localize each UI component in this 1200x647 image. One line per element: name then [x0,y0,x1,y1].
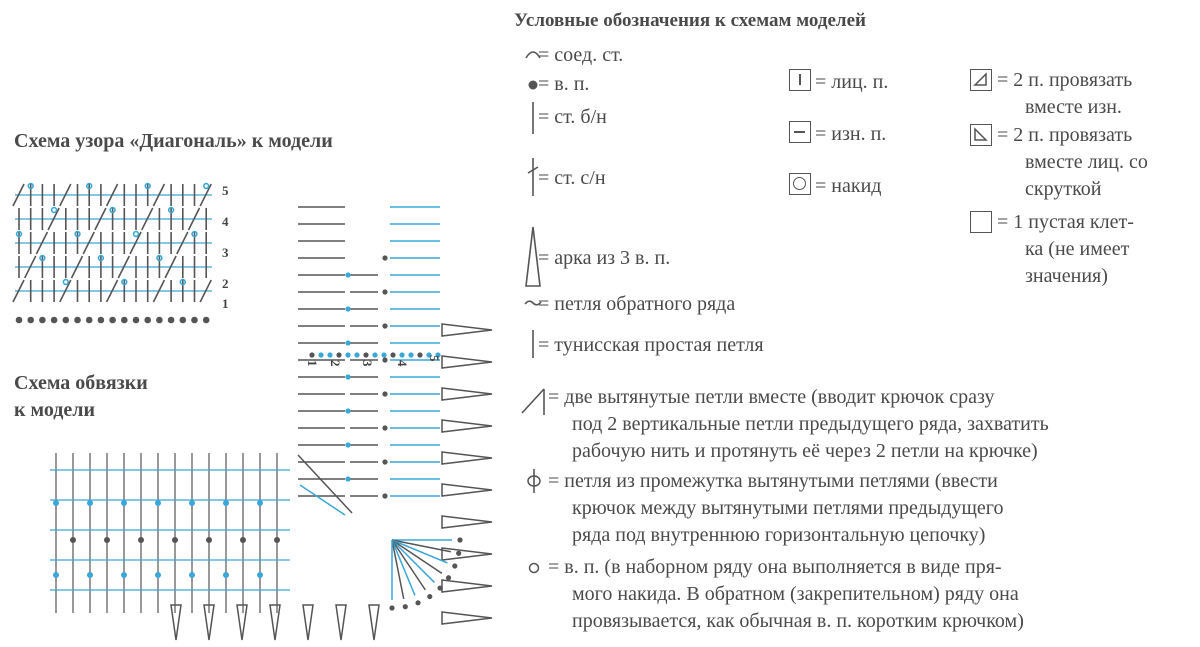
edging-dot [87,500,93,506]
edging-dot [309,352,314,357]
edging-dot [382,391,387,396]
edging-dot [363,352,368,357]
edging-dot [87,572,93,578]
legend-yarn-over: = накид [815,175,882,197]
k2tog-purl-icon [970,69,992,91]
edging-dot [189,500,195,506]
edging-dot [240,537,246,543]
k2tog-twist-icon [970,124,992,146]
edging-dot [381,352,386,357]
edging-dot [121,500,127,506]
edging-dot [257,500,263,506]
corner-diagonal [300,485,345,515]
double-crochet-icon [528,158,538,196]
yarn-over-icon [789,173,811,195]
legend-tunisian-simple: = тунисская простая петля [538,334,764,356]
legend-gap-loop: = петля из промежутка вытянутыми петлями (ввести крючок между вытянутыми петлями предыдущего ряда под внутреннюю горизонтальную цепочку) [548,470,1004,546]
legend-title: Условные обозначения к схемам моделей [514,10,866,31]
edging-dot [382,357,387,362]
arch-mark [442,484,492,496]
edging-dot [104,537,110,543]
edging-dot [345,306,350,311]
edging-dot [403,604,408,609]
arch-mark [442,452,492,464]
legend-arch: = арка из 3 в. п. [538,247,671,269]
arch-mark [442,516,492,528]
edging-dot [382,425,387,430]
legend-single-crochet: = ст. б/н [538,106,607,128]
edging-dot [457,537,462,542]
row-number-3: 3 [222,245,229,260]
edging-dot [382,289,387,294]
edging-dot [155,500,161,506]
edging-dot [382,323,387,328]
row-number-5: 5 [222,183,229,198]
edging-dot [408,352,413,357]
purl-stitch-icon [789,121,811,143]
edging-number-4: 4 [395,360,410,367]
legend-chain: = в. п. [538,73,590,95]
edging-dot [372,352,377,357]
edging-number-1: 1 [305,360,320,367]
edging-dot [223,572,229,578]
edging-dot [382,459,387,464]
edging-dot [399,352,404,357]
chain-circle-icon [530,564,539,573]
edging-dot [446,575,451,580]
edging-dot [345,340,350,345]
legend-slip-stitch: = соед. ст. [538,44,624,66]
arch-mark [171,605,181,640]
arch-mark [270,605,280,640]
edging-dot [257,572,263,578]
edging-dot [53,572,59,578]
knit-stitch-icon [789,69,811,91]
edging-dot [206,537,212,543]
edging-dot [345,408,350,413]
corner-diagonal [298,455,352,513]
legend-knit: = лиц. п. [815,71,889,93]
edging-dot [389,605,394,610]
row-number-4: 4 [222,214,229,229]
edging-dot [327,352,332,357]
edging-number-3: 3 [360,360,375,367]
arch-mark [442,580,492,592]
legend-purl: = изн. п. [815,123,887,145]
edging-number-2: 2 [328,360,343,367]
arch-mark [442,612,492,624]
arch-mark [303,605,313,640]
edging-dot [274,537,280,543]
edging-dot [155,572,161,578]
legend-k2tog-twist: = 2 п. провязать вместе лиц. со скруткой [997,124,1148,200]
edging-dot [345,476,350,481]
edging-dot [318,352,323,357]
edging-dot [172,537,178,543]
edging-dot [345,272,350,277]
edging-dot [390,352,395,357]
arch-mark [442,356,492,368]
legend-chain-detailed: = в. п. (в наборном ряду она выполняется в виде пря- мого накида. В обратном (закрепительном) ряду она провязывается, как обычная в. п. коротким крючком) [548,556,1024,632]
edging-dot [70,537,76,543]
edging-dot [427,594,432,599]
chain-dot-icon [529,81,538,90]
empty-cell-icon [970,211,992,233]
edging-diagram [0,195,500,647]
legend-two-loops: = две вытянутые петли вместе (вводит крючок сразу под 2 вертикальные петли предыдущего ряда, захватить рабочую нить и протянуть её через 2 петли на крючке) [548,386,1049,462]
edging-dot [336,352,341,357]
chain-circle [204,184,209,189]
diagonal-chart-title: Схема узора «Диагональ» к модели [14,130,333,152]
edging-number-5: 5 [427,355,442,362]
arch-mark [442,388,492,400]
arch-mark [369,605,379,640]
edging-chart-title-line1: Схема обвязки [14,372,148,394]
edging-dot [415,600,420,605]
edging-dot [382,493,387,498]
edging-dot [345,352,350,357]
edging-dot [354,352,359,357]
edging-dot [345,442,350,447]
edging-dot [121,572,127,578]
arch-mark [442,420,492,432]
edging-dot [437,585,442,590]
edging-dot [345,374,350,379]
edging-dot [223,500,229,506]
legend-double-crochet: = ст. с/н [538,167,606,189]
arch-mark [442,548,492,560]
edging-dot [452,563,457,568]
edging-dot [382,255,387,260]
arch-mark [336,605,346,640]
edging-dot [456,551,461,556]
edging-dot [417,352,422,357]
arch-mark [442,324,492,336]
corner-fan-line [392,540,434,582]
edging-dot [138,537,144,543]
legend-k2tog-purl: = 2 п. провязать вместе изн. [997,69,1133,118]
legend-return-loop: = петля обратного ряда [538,293,736,315]
row-number-1: 1 [222,296,229,311]
gap-loop-icon [528,469,540,493]
edging-dot [189,572,195,578]
two-loops-together-icon [522,389,544,413]
row-number-2: 2 [222,276,229,291]
arch-mark [237,605,247,640]
edging-chart-title-line2: к модели [14,399,96,421]
edging-dot [53,500,59,506]
legend-empty-cell: = 1 пустая клет- ка (не имеет значения) [997,211,1134,287]
